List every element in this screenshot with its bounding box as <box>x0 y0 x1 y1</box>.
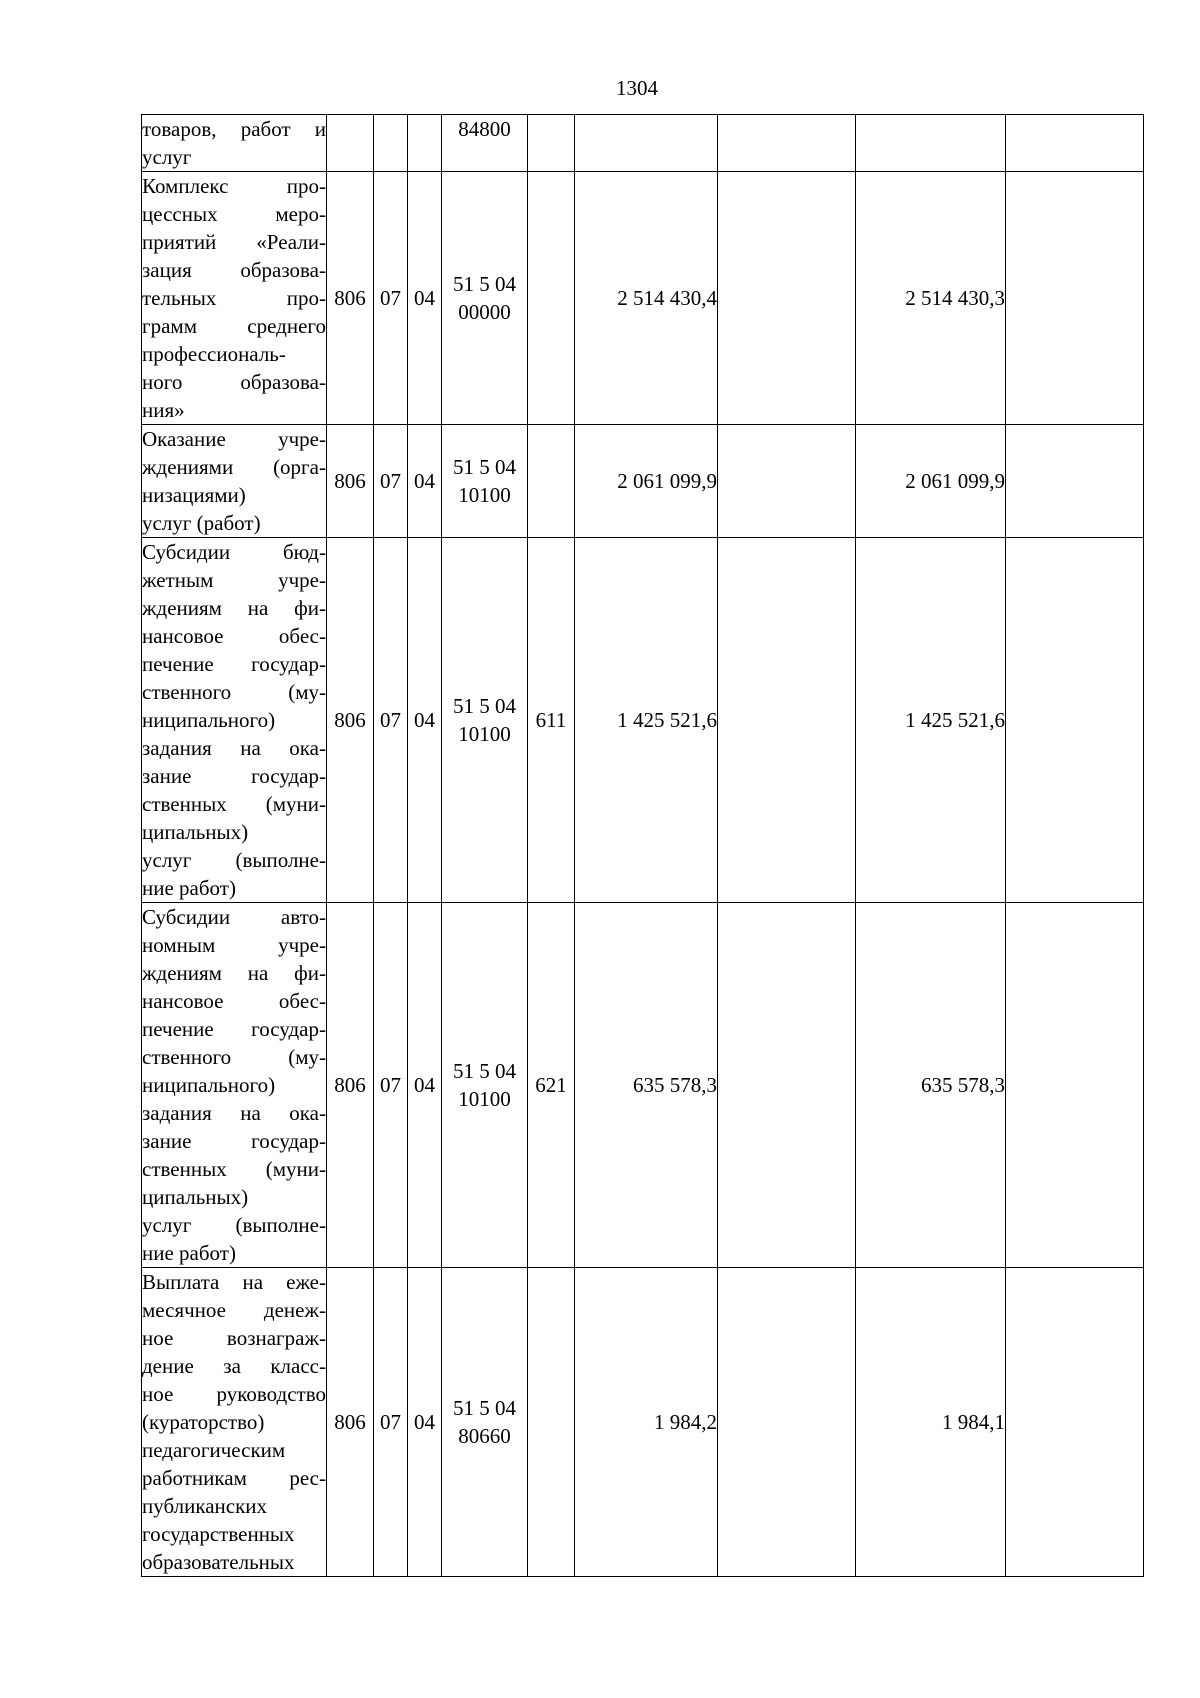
expense-name-line: услуг (выполне- <box>142 1213 326 1237</box>
section-code-cell: 07 <box>374 903 408 1268</box>
expense-name-line: дение за класс- <box>142 1354 326 1378</box>
amount-cell <box>1006 1268 1144 1577</box>
expense-name-line: печение государ- <box>142 652 326 676</box>
expense-name-line: ное вознаграж- <box>142 1326 326 1350</box>
amount-cell <box>1006 172 1144 425</box>
expense-name-line: Субсидии авто- <box>142 905 326 929</box>
target-article-line: 10100 <box>458 722 511 746</box>
amount-cell <box>718 538 856 903</box>
target-article-line: 80660 <box>458 1424 511 1448</box>
expense-name-line: публиканских <box>142 1494 268 1518</box>
amount-cell <box>718 172 856 425</box>
amount-cell <box>1006 115 1144 172</box>
expense-name-line: печение государ- <box>142 1017 326 1041</box>
target-article-line: 00000 <box>458 300 511 324</box>
expense-name-line: Оказание учре- <box>142 427 326 451</box>
expense-type-cell <box>528 172 575 425</box>
target-article-line: 51 5 04 <box>453 1059 516 1083</box>
target-article-line: 51 5 04 <box>453 694 516 718</box>
expense-name-line: цессных меро- <box>142 202 326 226</box>
expense-name-line: услуг (работ) <box>142 511 261 535</box>
target-article-line: 10100 <box>458 483 511 507</box>
amount-cell <box>1006 903 1144 1268</box>
table-row <box>142 115 1144 172</box>
target-article-line: 84800 <box>458 117 511 141</box>
amount-cell: 2 514 430,3 <box>856 172 1006 425</box>
subsection-code-cell <box>408 115 442 172</box>
target-article-line: 51 5 04 <box>453 272 516 296</box>
expense-name-line: зация образова- <box>142 258 326 282</box>
section-code-cell: 07 <box>374 425 408 538</box>
subsection-code-cell: 04 <box>408 903 442 1268</box>
expense-name-line: услуг (выполне- <box>142 848 326 872</box>
expense-name-line: (кураторство) <box>142 1410 265 1434</box>
table-row <box>142 425 1144 538</box>
amount-cell <box>718 903 856 1268</box>
ministry-code-cell: 806 <box>327 1268 374 1577</box>
expense-name-cell <box>142 538 327 903</box>
amount-cell <box>575 115 718 172</box>
expense-name-line: работникам рес- <box>142 1466 326 1490</box>
target-article-cell <box>442 903 528 1268</box>
expense-name-line: педагогическим <box>142 1438 286 1462</box>
expense-type-cell <box>528 115 575 172</box>
amount-cell <box>1006 425 1144 538</box>
section-code-cell: 07 <box>374 1268 408 1577</box>
expense-name-line: ние работ) <box>142 1241 236 1265</box>
amount-cell: 1 984,2 <box>575 1268 718 1577</box>
expense-name-line: Комплекс про- <box>142 174 326 198</box>
expense-name-line: ниципального) <box>142 1073 276 1097</box>
expense-name-line: профессиональ- <box>142 342 286 366</box>
expense-name-line: ственного (му- <box>142 1045 326 1069</box>
expense-name-line: ждениями (орга- <box>142 455 326 479</box>
expense-type-cell <box>528 425 575 538</box>
expense-name-cell <box>142 172 327 425</box>
target-article-line: 10100 <box>458 1087 511 1111</box>
amount-cell: 2 061 099,9 <box>856 425 1006 538</box>
amount-cell: 1 425 521,6 <box>856 538 1006 903</box>
amount-cell <box>856 115 1006 172</box>
expense-name-line: услуг <box>142 145 192 169</box>
subsection-code-cell: 04 <box>408 1268 442 1577</box>
expense-type-cell: 611 <box>528 538 575 903</box>
target-article-cell <box>442 172 528 425</box>
expense-name-line: ного образова- <box>142 370 326 394</box>
section-code-cell: 07 <box>374 538 408 903</box>
target-article-cell <box>442 425 528 538</box>
expense-name-line: ждениям на фи- <box>142 596 326 620</box>
amount-cell: 635 578,3 <box>856 903 1006 1268</box>
expense-name-line: месячное денеж- <box>142 1298 326 1322</box>
section-code-cell <box>374 115 408 172</box>
expense-name-line: задания на ока- <box>142 736 326 760</box>
expense-name-line: нансовое обес- <box>142 624 326 648</box>
target-article-cell <box>442 115 528 172</box>
ministry-code-cell: 806 <box>327 425 374 538</box>
expense-name-line: ственных (муни- <box>142 792 326 816</box>
expense-name-line: государственных <box>142 1522 295 1546</box>
subsection-code-cell: 04 <box>408 172 442 425</box>
expense-name-line: ное руководство <box>142 1382 326 1406</box>
budget-table-body <box>142 115 1144 1577</box>
target-article-line: 51 5 04 <box>453 455 516 479</box>
ministry-code-cell: 806 <box>327 903 374 1268</box>
target-article-cell <box>442 1268 528 1577</box>
table-row <box>142 903 1144 1268</box>
target-article-line: 51 5 04 <box>453 1396 516 1420</box>
expense-name-line: ципальных) <box>142 1185 249 1209</box>
expense-name-line: жетным учре- <box>142 568 326 592</box>
table-row <box>142 172 1144 425</box>
expense-name-line: ципальных) <box>142 820 249 844</box>
expense-name-line: ние работ) <box>142 876 236 900</box>
amount-cell <box>1006 538 1144 903</box>
expense-name-cell <box>142 425 327 538</box>
expense-name-line: приятий «Реали- <box>142 230 326 254</box>
amount-cell: 2 061 099,9 <box>575 425 718 538</box>
subsection-code-cell: 04 <box>408 538 442 903</box>
expense-name-line: нансовое обес- <box>142 989 326 1013</box>
amount-cell: 2 514 430,4 <box>575 172 718 425</box>
section-code-cell: 07 <box>374 172 408 425</box>
expense-name-line: ниципального) <box>142 708 276 732</box>
expense-name-line: зание государ- <box>142 764 326 788</box>
budget-table <box>141 114 1144 1577</box>
expense-name-line: товаров, работ и <box>142 117 326 141</box>
table-row <box>142 538 1144 903</box>
amount-cell: 1 984,1 <box>856 1268 1006 1577</box>
expense-name-line: зание государ- <box>142 1129 326 1153</box>
expense-name-line: образовательных <box>142 1550 295 1574</box>
page-number: 1304 <box>616 76 658 100</box>
expense-name-line: низациями) <box>142 483 246 507</box>
amount-cell <box>718 425 856 538</box>
expense-name-line: задания на ока- <box>142 1101 326 1125</box>
expense-name-line: грамм среднего <box>142 314 326 338</box>
amount-cell: 635 578,3 <box>575 903 718 1268</box>
expense-name-line: ния» <box>142 398 185 422</box>
expense-type-cell: 621 <box>528 903 575 1268</box>
amount-cell: 1 425 521,6 <box>575 538 718 903</box>
subsection-code-cell: 04 <box>408 425 442 538</box>
table-row <box>142 1268 1144 1577</box>
expense-name-line: тельных про- <box>142 286 326 310</box>
target-article-cell <box>442 538 528 903</box>
expense-name-cell <box>142 1268 327 1577</box>
amount-cell <box>718 1268 856 1577</box>
expense-name-line: ждениям на фи- <box>142 961 326 985</box>
expense-name-line: ственного (му- <box>142 680 326 704</box>
expense-name-line: Выплата на еже- <box>142 1270 326 1294</box>
expense-type-cell <box>528 1268 575 1577</box>
ministry-code-cell: 806 <box>327 172 374 425</box>
ministry-code-cell <box>327 115 374 172</box>
expense-name-line: Субсидии бюд- <box>142 540 326 564</box>
ministry-code-cell: 806 <box>327 538 374 903</box>
expense-name-cell <box>142 903 327 1268</box>
expense-name-cell <box>142 115 327 172</box>
amount-cell <box>718 115 856 172</box>
expense-name-line: номным учре- <box>142 933 326 957</box>
expense-name-line: ственных (муни- <box>142 1157 326 1181</box>
